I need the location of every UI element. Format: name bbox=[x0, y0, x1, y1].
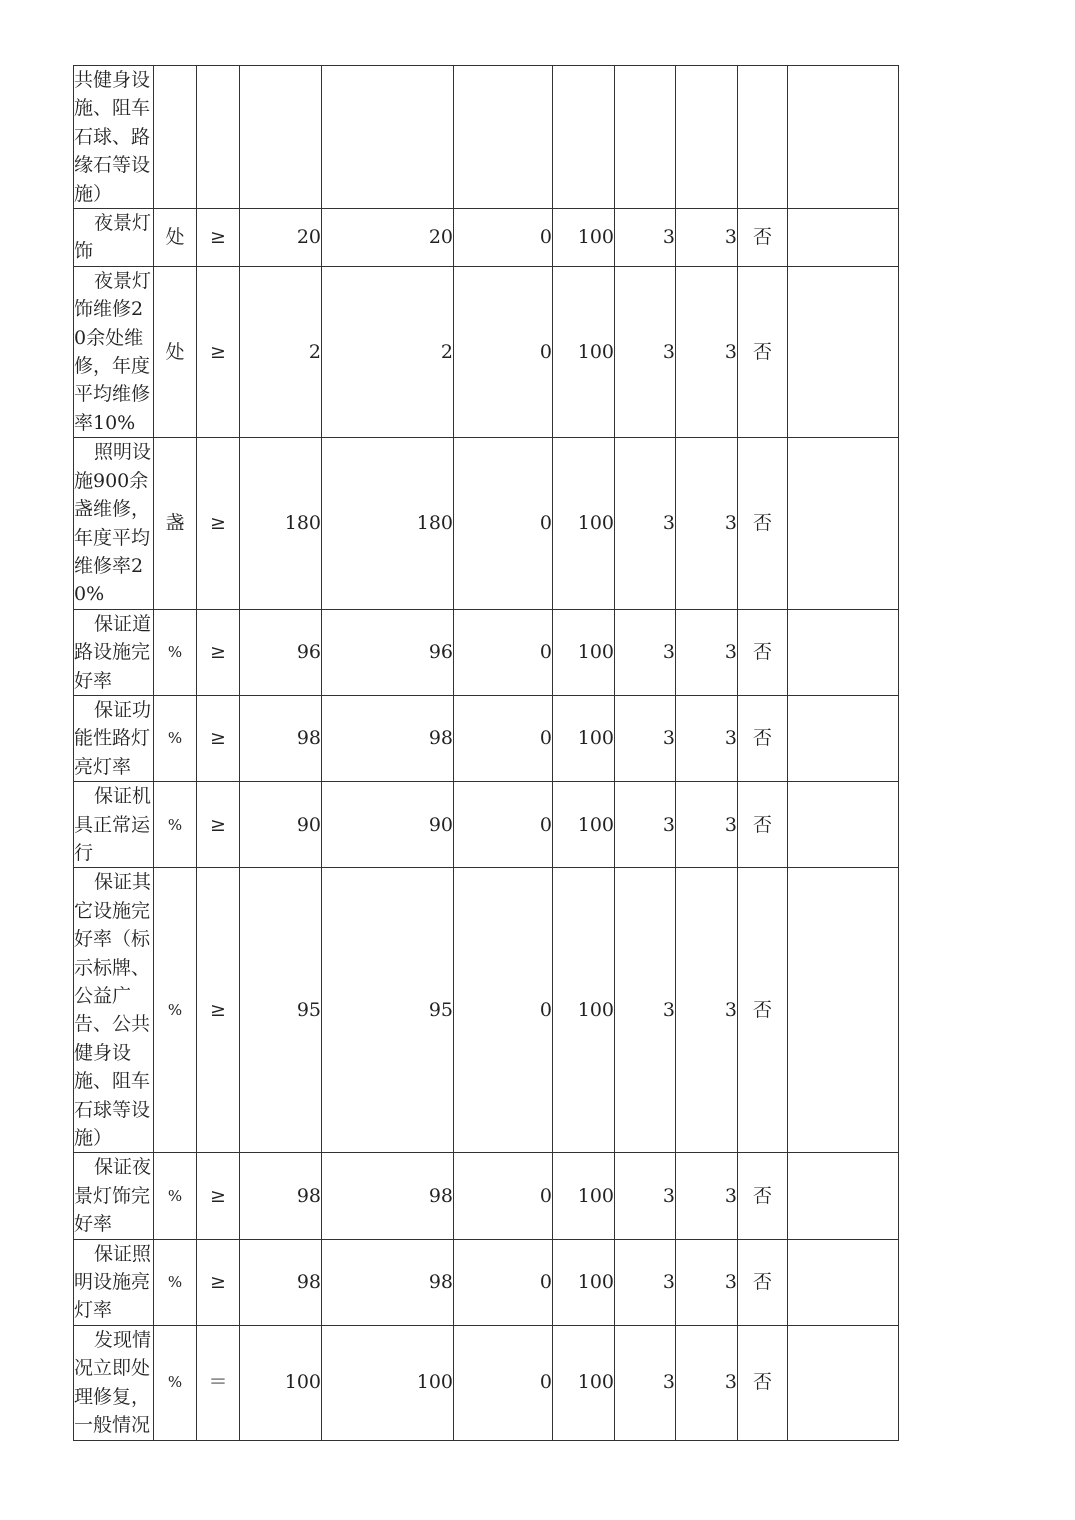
target-value-text: 2 bbox=[308, 340, 321, 363]
actual-value-text: 95 bbox=[428, 999, 453, 1022]
note-cell bbox=[788, 695, 899, 781]
unit-cell bbox=[154, 266, 197, 437]
flag-cell bbox=[738, 266, 788, 437]
score-text: 3 bbox=[724, 999, 737, 1022]
note-cell bbox=[788, 266, 899, 437]
flag-cell bbox=[738, 609, 788, 695]
deviation-cell bbox=[454, 868, 553, 1153]
score-text: 3 bbox=[724, 727, 737, 750]
deviation-text: 0 bbox=[539, 727, 552, 750]
table-row bbox=[74, 1239, 899, 1325]
operator-cell bbox=[197, 695, 240, 781]
completion-rate-text: 100 bbox=[577, 727, 614, 750]
score-text: 3 bbox=[724, 813, 737, 836]
actual-value-cell bbox=[322, 266, 454, 437]
full-score-cell bbox=[615, 782, 676, 868]
flag-text: 否 bbox=[752, 340, 772, 363]
operator-text: ≥ bbox=[210, 1271, 226, 1294]
full-score-cell bbox=[615, 695, 676, 781]
table-row bbox=[74, 1325, 899, 1440]
actual-value-text: 100 bbox=[416, 1371, 453, 1394]
completion-rate-text: 100 bbox=[577, 1184, 614, 1207]
operator-text: ＝ bbox=[208, 1371, 228, 1394]
unit-text: % bbox=[167, 1001, 183, 1020]
target-value-cell bbox=[240, 209, 322, 267]
flag-cell bbox=[738, 1239, 788, 1325]
deviation-cell bbox=[454, 1239, 553, 1325]
indicator-name-text: 保证功能性路灯亮灯率 bbox=[74, 698, 152, 778]
completion-rate-cell bbox=[553, 782, 615, 868]
unit-text: % bbox=[167, 815, 183, 834]
deviation-text: 0 bbox=[539, 1271, 552, 1294]
operator-cell bbox=[197, 266, 240, 437]
full-score-text: 3 bbox=[662, 813, 675, 836]
full-score-cell bbox=[615, 1325, 676, 1440]
note-cell bbox=[788, 1153, 899, 1239]
target-value-cell bbox=[240, 1325, 322, 1440]
indicator-name-cell bbox=[74, 782, 154, 868]
score-text: 3 bbox=[724, 1371, 737, 1394]
full-score-text: 3 bbox=[662, 1184, 675, 1207]
target-value-cell bbox=[240, 695, 322, 781]
flag-text: 否 bbox=[752, 1184, 772, 1207]
score-cell bbox=[676, 695, 738, 781]
score-text: 3 bbox=[724, 226, 737, 249]
deviation-cell bbox=[454, 695, 553, 781]
full-score-cell bbox=[615, 209, 676, 267]
operator-cell bbox=[197, 1153, 240, 1239]
deviation-text: 0 bbox=[539, 999, 552, 1022]
completion-rate-text: 100 bbox=[577, 1271, 614, 1294]
indicator-name-cell bbox=[74, 438, 154, 609]
full-score-cell bbox=[615, 266, 676, 437]
unit-text: % bbox=[167, 1373, 183, 1392]
operator-text: ≥ bbox=[210, 340, 226, 363]
operator-text: ≥ bbox=[210, 512, 226, 535]
note-cell bbox=[788, 438, 899, 609]
indicator-name-text: 发现情况立即处理修复，一般情况 bbox=[74, 1328, 152, 1437]
deviation-text: 0 bbox=[539, 813, 552, 836]
score-cell bbox=[676, 1239, 738, 1325]
indicator-name-text: 保证照明设施亮灯率 bbox=[74, 1242, 152, 1322]
unit-cell bbox=[154, 1153, 197, 1239]
table-row bbox=[74, 868, 899, 1153]
actual-value-text: 180 bbox=[416, 512, 453, 535]
flag-cell bbox=[738, 782, 788, 868]
target-value-text: 96 bbox=[296, 641, 321, 664]
indicator-name-cell bbox=[74, 1239, 154, 1325]
deviation-text: 0 bbox=[539, 512, 552, 535]
flag-text: 否 bbox=[752, 813, 772, 836]
unit-text: % bbox=[167, 1273, 183, 1292]
indicator-name-text: 保证机具正常运行 bbox=[74, 785, 152, 864]
unit-cell bbox=[154, 868, 197, 1153]
indicator-name-cell bbox=[74, 695, 154, 781]
full-score-text: 3 bbox=[662, 727, 675, 750]
deviation-cell bbox=[454, 438, 553, 609]
unit-text: % bbox=[167, 643, 183, 662]
score-cell bbox=[676, 209, 738, 267]
indicator-name-text: 夜景灯饰维修20余处维修，年度平均维修率10% bbox=[74, 269, 152, 434]
unit-text: 处 bbox=[165, 226, 185, 249]
note-cell bbox=[788, 1239, 899, 1325]
flag-text: 否 bbox=[752, 999, 772, 1022]
operator-text: ≥ bbox=[210, 1184, 226, 1207]
score-text: 3 bbox=[724, 1184, 737, 1207]
actual-value-text: 96 bbox=[428, 641, 453, 664]
table-row bbox=[74, 609, 899, 695]
target-value-cell bbox=[240, 1239, 322, 1325]
target-value-text: 98 bbox=[296, 727, 321, 750]
flag-text: 否 bbox=[752, 512, 772, 535]
table-row bbox=[74, 209, 899, 267]
full-score-text: 3 bbox=[662, 226, 675, 249]
operator-cell bbox=[197, 868, 240, 1153]
table-body bbox=[74, 66, 899, 1441]
score-cell bbox=[676, 266, 738, 437]
actual-value-text: 98 bbox=[428, 1184, 453, 1207]
flag-text: 否 bbox=[752, 641, 772, 664]
indicator-name-cell bbox=[74, 209, 154, 267]
completion-rate-text: 100 bbox=[577, 340, 614, 363]
full-score-cell bbox=[615, 66, 676, 209]
deviation-text: 0 bbox=[539, 226, 552, 249]
flag-cell bbox=[738, 209, 788, 267]
target-value-text: 180 bbox=[284, 512, 321, 535]
completion-rate-cell bbox=[553, 1153, 615, 1239]
deviation-text: 0 bbox=[539, 641, 552, 664]
actual-value-text: 90 bbox=[428, 813, 453, 836]
unit-cell bbox=[154, 66, 197, 209]
flag-text: 否 bbox=[752, 1271, 772, 1294]
score-cell bbox=[676, 66, 738, 209]
score-cell bbox=[676, 868, 738, 1153]
completion-rate-cell bbox=[553, 66, 615, 209]
unit-text: 盏 bbox=[165, 512, 185, 535]
score-text: 3 bbox=[724, 1271, 737, 1294]
note-cell bbox=[788, 782, 899, 868]
note-cell bbox=[788, 209, 899, 267]
table-row bbox=[74, 66, 899, 209]
completion-rate-cell bbox=[553, 868, 615, 1153]
operator-text: ≥ bbox=[210, 999, 226, 1022]
indicator-name-text: 保证其它设施完好率（标示标牌、公益广告、公共健身设施、阻车石球等设施） bbox=[74, 871, 152, 1150]
actual-value-cell bbox=[322, 1325, 454, 1440]
note-cell bbox=[788, 868, 899, 1153]
full-score-text: 3 bbox=[662, 512, 675, 535]
flag-text: 否 bbox=[752, 1371, 772, 1394]
completion-rate-cell bbox=[553, 438, 615, 609]
score-cell bbox=[676, 438, 738, 609]
score-cell bbox=[676, 1153, 738, 1239]
operator-text: ≥ bbox=[210, 641, 226, 664]
actual-value-cell bbox=[322, 868, 454, 1153]
deviation-cell bbox=[454, 782, 553, 868]
full-score-cell bbox=[615, 1239, 676, 1325]
operator-cell bbox=[197, 209, 240, 267]
actual-value-text: 98 bbox=[428, 727, 453, 750]
completion-rate-cell bbox=[553, 609, 615, 695]
score-cell bbox=[676, 782, 738, 868]
deviation-cell bbox=[454, 66, 553, 209]
operator-text: ≥ bbox=[210, 226, 226, 249]
note-cell bbox=[788, 609, 899, 695]
completion-rate-text: 100 bbox=[577, 813, 614, 836]
actual-value-cell bbox=[322, 1239, 454, 1325]
score-cell bbox=[676, 609, 738, 695]
note-cell bbox=[788, 66, 899, 209]
deviation-cell bbox=[454, 1153, 553, 1239]
target-value-text: 20 bbox=[296, 226, 321, 249]
full-score-text: 3 bbox=[662, 1271, 675, 1294]
full-score-text: 3 bbox=[662, 340, 675, 363]
score-text: 3 bbox=[724, 512, 737, 535]
full-score-text: 3 bbox=[662, 641, 675, 664]
target-value-cell bbox=[240, 66, 322, 209]
full-score-cell bbox=[615, 868, 676, 1153]
completion-rate-text: 100 bbox=[577, 226, 614, 249]
completion-rate-cell bbox=[553, 1239, 615, 1325]
indicator-name-cell bbox=[74, 1153, 154, 1239]
indicator-name-text: 夜景灯饰 bbox=[74, 212, 152, 263]
target-value-cell bbox=[240, 1153, 322, 1239]
target-value-cell bbox=[240, 438, 322, 609]
full-score-text: 3 bbox=[662, 999, 675, 1022]
deviation-cell bbox=[454, 266, 553, 437]
operator-cell bbox=[197, 782, 240, 868]
unit-cell bbox=[154, 209, 197, 267]
target-value-text: 95 bbox=[296, 999, 321, 1022]
actual-value-text: 2 bbox=[440, 340, 453, 363]
target-value-cell bbox=[240, 782, 322, 868]
full-score-cell bbox=[615, 1153, 676, 1239]
indicator-name-cell bbox=[74, 868, 154, 1153]
flag-cell bbox=[738, 1325, 788, 1440]
completion-rate-cell bbox=[553, 209, 615, 267]
unit-text: % bbox=[167, 729, 183, 748]
deviation-cell bbox=[454, 209, 553, 267]
completion-rate-text: 100 bbox=[577, 641, 614, 664]
operator-cell bbox=[197, 438, 240, 609]
indicator-name-text: 照明设施900余盏维修，年度平均维修率20% bbox=[74, 441, 152, 606]
table-row bbox=[74, 438, 899, 609]
target-value-text: 98 bbox=[296, 1271, 321, 1294]
completion-rate-text: 100 bbox=[577, 512, 614, 535]
unit-cell bbox=[154, 609, 197, 695]
operator-cell bbox=[197, 1239, 240, 1325]
table-row bbox=[74, 1153, 899, 1239]
score-text: 3 bbox=[724, 641, 737, 664]
indicator-name-cell bbox=[74, 1325, 154, 1440]
actual-value-cell bbox=[322, 609, 454, 695]
completion-rate-text: 100 bbox=[577, 1371, 614, 1394]
target-value-cell bbox=[240, 609, 322, 695]
score-text: 3 bbox=[724, 340, 737, 363]
actual-value-text: 98 bbox=[428, 1271, 453, 1294]
actual-value-cell bbox=[322, 782, 454, 868]
deviation-text: 0 bbox=[539, 1184, 552, 1207]
deviation-cell bbox=[454, 1325, 553, 1440]
deviation-cell bbox=[454, 609, 553, 695]
operator-cell bbox=[197, 66, 240, 209]
indicator-name-cell bbox=[74, 266, 154, 437]
operator-cell bbox=[197, 1325, 240, 1440]
flag-text: 否 bbox=[752, 727, 772, 750]
flag-cell bbox=[738, 1153, 788, 1239]
flag-cell bbox=[738, 868, 788, 1153]
actual-value-cell bbox=[322, 438, 454, 609]
target-value-text: 100 bbox=[284, 1371, 321, 1394]
target-value-text: 90 bbox=[296, 813, 321, 836]
table-row bbox=[74, 782, 899, 868]
actual-value-text: 20 bbox=[428, 226, 453, 249]
operator-text: ≥ bbox=[210, 813, 226, 836]
unit-text: % bbox=[167, 1186, 183, 1205]
unit-text: 处 bbox=[165, 340, 185, 363]
full-score-text: 3 bbox=[662, 1371, 675, 1394]
unit-cell bbox=[154, 695, 197, 781]
target-value-cell bbox=[240, 266, 322, 437]
table-row bbox=[74, 266, 899, 437]
deviation-text: 0 bbox=[539, 1371, 552, 1394]
actual-value-cell bbox=[322, 695, 454, 781]
unit-cell bbox=[154, 1325, 197, 1440]
unit-cell bbox=[154, 438, 197, 609]
score-cell bbox=[676, 1325, 738, 1440]
indicator-name-cell bbox=[74, 66, 154, 209]
indicator-name-cell bbox=[74, 609, 154, 695]
completion-rate-cell bbox=[553, 266, 615, 437]
full-score-cell bbox=[615, 438, 676, 609]
indicator-table bbox=[73, 65, 899, 1441]
actual-value-cell bbox=[322, 209, 454, 267]
unit-cell bbox=[154, 1239, 197, 1325]
flag-text: 否 bbox=[752, 226, 772, 249]
indicator-name-text: 保证道路设施完好率 bbox=[74, 612, 152, 692]
flag-cell bbox=[738, 695, 788, 781]
target-value-text: 98 bbox=[296, 1184, 321, 1207]
flag-cell bbox=[738, 66, 788, 209]
indicator-name-text: 保证夜景灯饰完好率 bbox=[74, 1156, 152, 1236]
flag-cell bbox=[738, 438, 788, 609]
actual-value-cell bbox=[322, 1153, 454, 1239]
target-value-cell bbox=[240, 868, 322, 1153]
note-cell bbox=[788, 1325, 899, 1440]
deviation-text: 0 bbox=[539, 340, 552, 363]
unit-cell bbox=[154, 782, 197, 868]
completion-rate-cell bbox=[553, 1325, 615, 1440]
actual-value-cell bbox=[322, 66, 454, 209]
full-score-cell bbox=[615, 609, 676, 695]
operator-text: ≥ bbox=[210, 727, 226, 750]
completion-rate-text: 100 bbox=[577, 999, 614, 1022]
operator-cell bbox=[197, 609, 240, 695]
indicator-name-text: 共健身设施、阻车石球、路缘石等设施） bbox=[74, 69, 151, 205]
table-row bbox=[74, 695, 899, 781]
completion-rate-cell bbox=[553, 695, 615, 781]
